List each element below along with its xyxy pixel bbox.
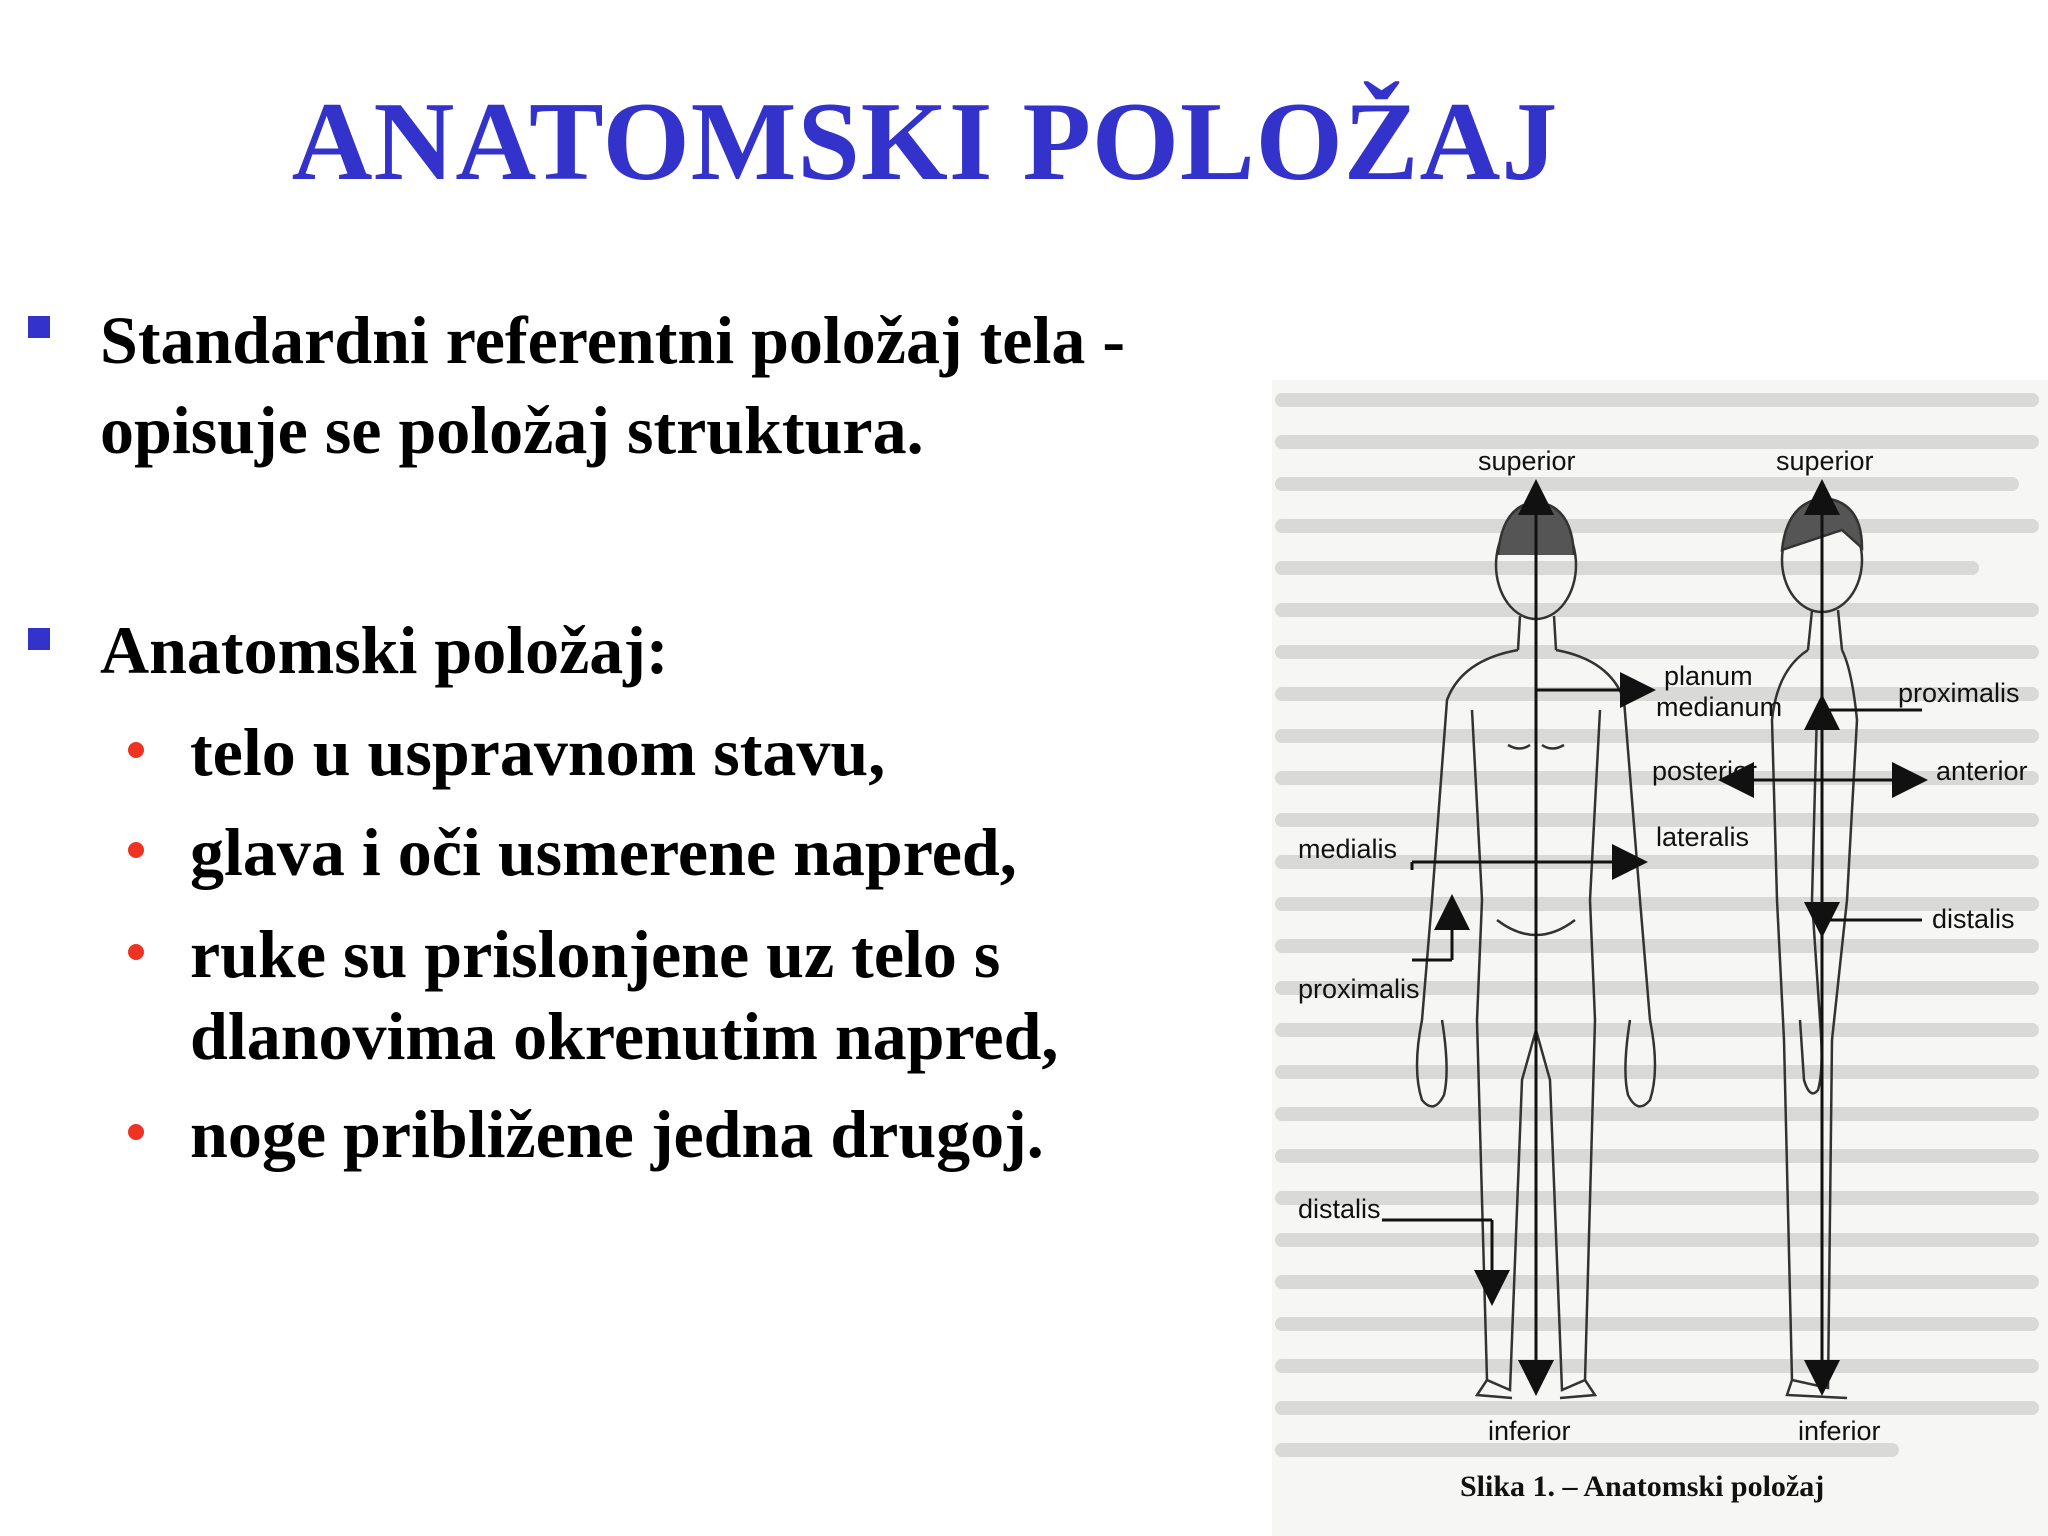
label-medialis: medialis [1298,834,1398,864]
bullet-square-icon [28,628,50,650]
sub-bullet-4: noge približene jedna drugoj. [190,1096,1044,1172]
label-inferior-left: inferior [1488,1416,1571,1446]
label-proximalis-left: proximalis [1298,974,1420,1004]
label-superior-left: superior [1478,446,1576,476]
bullet-dot-icon [128,1124,144,1140]
figure-caption: Slika 1. – Anatomski položaj [1460,1470,1825,1503]
bullet-1-line-2: opisuje se položaj struktura. [100,392,924,468]
sub-bullet-3-line-1: ruke su prislonjene uz telo s [190,916,1001,992]
side-body-figure [1772,498,1862,1398]
anatomical-position-figure [1272,380,2048,1536]
sub-bullet-3-line-2: dlanovima okrenutim napred, [190,998,1059,1074]
label-planum: planum [1664,661,1753,691]
label-proximalis-right: proximalis [1898,678,2020,708]
bullet-dot-icon [128,742,144,758]
anatomy-diagram [1272,380,2048,1536]
side-arrows [1724,485,1922,1390]
label-superior-right: superior [1776,446,1874,476]
label-lateralis: lateralis [1656,822,1750,852]
sub-bullet-2: glava i oči usmerene napred, [190,814,1017,890]
bullet-2-line-1: Anatomski položaj: [100,612,669,688]
label-distalis-right: distalis [1932,904,2015,934]
bullet-dot-icon [128,842,144,858]
label-anterior: anterior [1936,756,2028,786]
bullet-square-icon [28,316,50,338]
label-inferior-right: inferior [1798,1416,1881,1446]
sub-bullet-1: telo u uspravnom stavu, [190,714,886,790]
bullet-dot-icon [128,944,144,960]
label-posterior: posterior [1652,756,1758,786]
label-medianum: medianum [1656,692,1783,722]
slide-title: ANATOMSKI POLOŽAJ [291,80,1559,204]
label-distalis-left: distalis [1298,1194,1381,1224]
bullet-1-line-1: Standardni referentni položaj tela - [100,302,1125,378]
